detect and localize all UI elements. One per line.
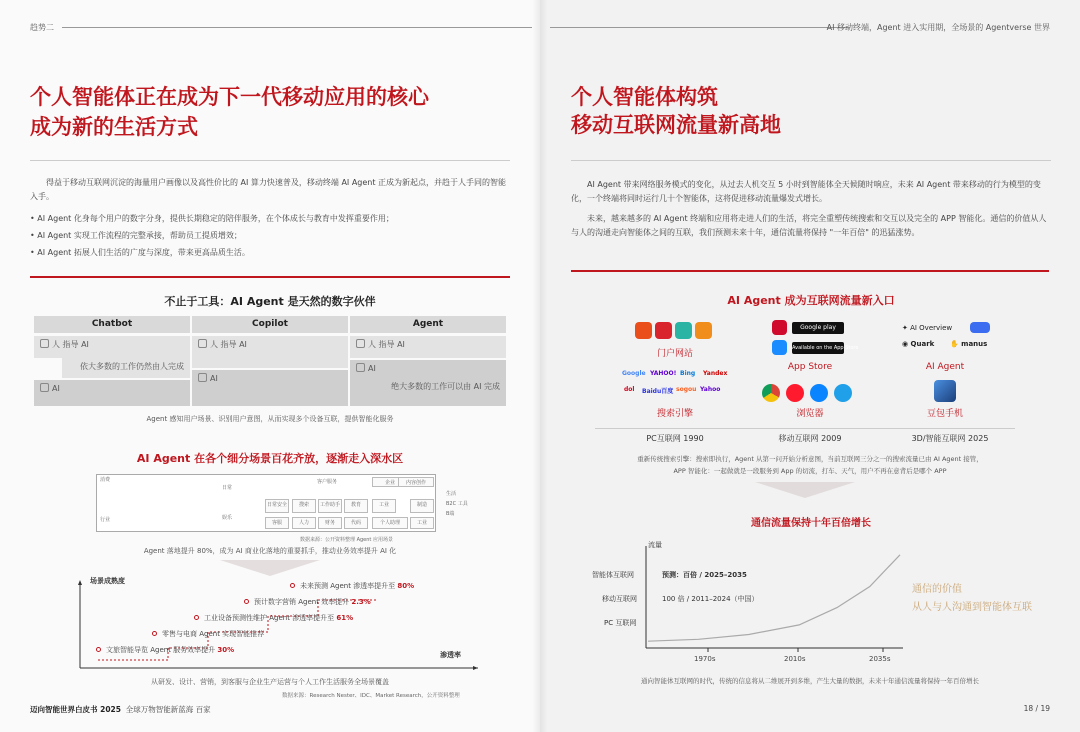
stair-item-4-text: 零售与电商 Agent 实现智能推荐 — [162, 630, 265, 638]
brand-yahoo: YAHOO! — [650, 370, 677, 377]
brand-yandex: Yandex — [703, 370, 728, 377]
era-rule — [595, 428, 1015, 429]
stair-item-3-value: 61% — [336, 614, 354, 622]
left-bottom-caption: 从研发、设计、营销，到客服与企业生产运营与个人工作生活服务全场景覆盖 — [151, 678, 389, 686]
right-bottom-caption: 通向智能体互联网的时代，传统的信息将从二维展开到多维，产生大量的数据，未来十年通信流量将保持一年百倍增长 — [641, 677, 979, 685]
edge-icon — [834, 384, 852, 402]
robot-icon — [356, 363, 365, 372]
col2-title-b: 浏览器 — [796, 409, 824, 419]
manus-text: manus — [961, 340, 988, 348]
growth-y-label: 流量 — [648, 541, 662, 549]
chatbot-bottom-text: AI — [52, 384, 60, 393]
cmp-header-chatbot: Chatbot — [34, 316, 190, 333]
growth-row-label-3: PC 互联网 — [604, 619, 637, 627]
left-bullet-1: • AI Agent 化身每个用户的数字分身，提供长期稳定的陪伴服务，在个体成长与教育中发挥重要作用； — [30, 214, 394, 223]
growth-tick-2: 2010s — [784, 655, 806, 663]
quark-text: Quark — [910, 340, 935, 348]
stair-item-1-value: 80% — [397, 582, 415, 590]
grid-mid-label-1: 日常 — [197, 483, 257, 495]
robot-icon — [40, 383, 49, 392]
huawei-appgallery-icon — [772, 320, 787, 335]
ai-overview-brand: ✦ AI Overview — [902, 324, 953, 332]
chatbot-bottom-cell — [34, 380, 190, 406]
grid-legend-3: B端 — [446, 511, 455, 517]
doubao-phone-image — [934, 380, 956, 402]
person-icon — [356, 339, 365, 348]
left-source-note: 数据来源：Research Nester、IDC、Market Research，公开资料整理 — [282, 693, 460, 699]
growth-tick-1: 1970s — [694, 655, 716, 663]
stair-dot — [152, 631, 157, 636]
footer-subtitle: 全球万物智能新蓝海 百家 — [125, 705, 211, 714]
growth-row-value-2: 100 倍 / 2011–2024（中国） — [662, 595, 759, 603]
left-title-line-1: 个人智能体正在成为下一代移动应用的核心 — [30, 85, 429, 109]
grid-cell: 搜索 — [292, 499, 316, 513]
app-store-icon — [772, 340, 787, 355]
stair-dot — [194, 615, 199, 620]
grid-cell: 客服 — [265, 517, 289, 529]
stair-item-5-text: 文旅智能导览 Agent 服务效率提升 — [106, 646, 216, 654]
grid-cell: 财务 — [318, 517, 342, 529]
safari-icon — [810, 384, 828, 402]
ai-app-icon — [970, 322, 990, 333]
grid-col-label: 内容创作 — [398, 477, 434, 487]
stair-item-3 — [204, 613, 353, 623]
grid-col-label: 企业 — [372, 477, 408, 487]
agent-mid-text: AI — [368, 364, 376, 373]
ai-overview-text: AI Overview — [910, 324, 953, 332]
manus-brand: ✋ manus — [950, 340, 988, 348]
right-para-2: 未来，越来越多的 AI Agent 终端和应用将走进人们的生活，将完全重塑传统搜索和交互以及完全的 APP 智能化。通信的价值从人与人的沟通走向智能体之间的互联，我们预测未来十年，通信流量将保持 "一年百倍" 的迅猛涨势。 — [571, 214, 1047, 237]
stair-item-3-text: 工业设备预测性维护 Agent 渗透率提升至 — [204, 614, 335, 622]
person-icon — [40, 339, 49, 348]
right-header-rule — [550, 27, 850, 28]
stair-dot — [96, 647, 101, 652]
era-intelligent: 3D/智能互联网 2025 — [911, 434, 989, 443]
stair-item-4 — [162, 629, 264, 639]
stair-item-2 — [254, 597, 371, 607]
stair-item-1-text: 未来预测 Agent 渗透率提升至 — [300, 582, 396, 590]
copilot-bottom-text: AI — [210, 374, 218, 383]
grid-legend-2: B2C 工具 — [446, 501, 468, 507]
entry-desc-2: APP 智能化：一起做就是一段服务到 App 的切流，打车、天气，用户不再在意背后是哪个 APP — [673, 467, 947, 475]
app-store-badge: Available on the App Store — [792, 342, 844, 354]
brand-baidu: Baidu百度 — [642, 388, 674, 395]
grid-caption: Agent 落地提升 80%，成为 AI 商业化落地的重要抓手，推动业务效率提升 AI 化 — [143, 547, 397, 555]
down-arrow — [755, 482, 855, 498]
grid-cell: 工作助手 — [318, 499, 342, 513]
col3-title-a: AI Agent — [925, 362, 965, 372]
left-intro-paragraph: 得益于移动互联网沉淀的海量用户画像以及高性价比的 AI 算力快速普及，移动终端 AI Agent 正成为新起点，并趋于人手同的智能入手。 — [30, 178, 507, 201]
era-mobile: 移动互联网 2009 — [778, 434, 842, 443]
stair-dot — [290, 583, 295, 588]
grid-cell: 工业 — [410, 517, 434, 529]
era-pc: PC互联网 1990 — [646, 434, 704, 443]
chatbot-top-text: 人 指导 AI — [52, 340, 89, 349]
agent-top-cell — [350, 336, 506, 358]
down-arrow — [220, 560, 320, 576]
col1-title-a: 门户网站 — [656, 349, 693, 359]
brand-google: Google — [622, 370, 646, 377]
right-title-line-2: 移动互联网流量新高地 — [571, 113, 781, 137]
growth-row-label-1: 智能体互联网 — [592, 571, 634, 579]
section1-title: 不止于工具：AI Agent 是天然的数字伙伴 — [164, 295, 376, 308]
growth-row-value-1: 预测：百倍 / 2025–2035 — [662, 571, 747, 579]
person-icon — [198, 339, 207, 348]
robot-icon — [198, 373, 207, 382]
left-header-label: 趋势二 — [30, 23, 54, 32]
left-footer — [30, 704, 211, 715]
portal-app-icon — [655, 322, 672, 339]
grid-cell: 代码 — [344, 517, 368, 529]
stair-item-2-text: 预计数字营销 Agent 效率提升 — [254, 598, 350, 606]
col3-title-b: 豆包手机 — [926, 409, 963, 419]
growth-row-label-2: 移动互联网 — [602, 595, 637, 603]
section2-title: AI Agent 在各个细分场景百花齐放，逐渐走入深水区 — [136, 452, 404, 465]
stair-item-1 — [300, 581, 414, 591]
left-bullet-2: • AI Agent 实现工作流程的完整承接，帮助员工提质增效； — [30, 231, 242, 240]
col1-title-b: 搜索引擎 — [656, 409, 693, 419]
brand-sogou: sogou — [676, 386, 697, 393]
chatbot-top-cell — [34, 336, 190, 358]
stair-item-2-value: 2.3% — [351, 598, 371, 606]
col2-title-a: App Store — [787, 362, 833, 372]
cmp-header-copilot: Copilot — [192, 316, 348, 333]
quark-brand: ◉ Quark — [902, 340, 935, 348]
page-number: 18 / 19 — [1023, 704, 1050, 713]
stair-y-axis-label: 场景成熟度 — [90, 577, 125, 585]
grid-row-label-1: 消费 — [97, 475, 167, 503]
copilot-top-cell — [192, 336, 348, 368]
entry-desc-1: 重新传统搜索引擎：搜索即执行，Agent 从第一问开始分析意图，当前互联网三分之一的搜索流量已由 AI Agent 接管， — [637, 455, 983, 463]
chrome-icon — [762, 384, 780, 402]
left-title-rule — [30, 160, 510, 161]
left-section-rule — [30, 276, 510, 278]
scenario-grid — [96, 474, 436, 532]
staircase-chart — [78, 580, 498, 670]
grid-col-label: 客户服务 — [292, 477, 362, 487]
chatbot-mid-text: 依大多数的工作仍然由人完成 — [80, 362, 184, 371]
growth-tick-3: 2035s — [869, 655, 891, 663]
agent-mid-cell — [350, 360, 506, 406]
stair-item-5 — [106, 645, 234, 655]
cmp-note: Agent 感知用户场景、识别用户意图，从而实现多个设备互联，提供智能化服务 — [146, 415, 394, 423]
left-header-rule — [62, 27, 532, 28]
grid-cell: 人力 — [292, 517, 316, 529]
right-page — [540, 0, 1080, 732]
brand-dol: dol — [624, 386, 635, 393]
grid-footnote: 数据来源：公开资料整理 Agent 应用场景 — [300, 537, 393, 543]
right-header-label: AI 移动终端，Agent 进入实用期，全场景的 Agentverse 世界 — [826, 23, 1050, 32]
right-title-line-1: 个人智能体构筑 — [571, 85, 718, 109]
agent-top-text: 人 指导 AI — [368, 340, 405, 349]
chatbot-mid-cell — [62, 358, 190, 378]
growth-title: 通信流量保持十年百倍增长 — [751, 518, 871, 529]
cmp-header-agent: Agent — [350, 316, 506, 333]
agent-bottom-text: 绝大多数的工作可以由 AI 完成 — [391, 382, 500, 391]
footer-title: 迈向智能世界白皮书 2025 — [30, 705, 121, 714]
grid-mid-label-2: 娱乐 — [197, 513, 257, 525]
portal-app-icon — [635, 322, 652, 339]
portal-app-icon — [675, 322, 692, 339]
stair-dot — [244, 599, 249, 604]
grid-cell: 制造 — [410, 499, 434, 513]
grid-row-label-2: 行业 — [97, 515, 167, 531]
copilot-bottom-cell — [192, 370, 348, 406]
grid-cell: 个人助理 — [372, 517, 408, 529]
value-subtitle: 从人与人沟通到智能体互联 — [912, 602, 1032, 613]
value-title: 通信的价值 — [912, 584, 962, 595]
opera-icon — [786, 384, 804, 402]
grid-cell: 日常安全 — [265, 499, 289, 513]
right-title-rule — [571, 160, 1051, 161]
stair-item-5-value: 30% — [217, 646, 235, 654]
grid-cell: 工业 — [372, 499, 396, 513]
google-play-badge: Google play — [792, 322, 844, 334]
copilot-top-text: 人 指导 AI — [210, 340, 247, 349]
brand-yahoo-jp: Yahoo — [700, 386, 721, 393]
left-bullet-3: • AI Agent 拓展人们生活的广度与深度，带来更高品质生活。 — [30, 248, 250, 257]
right-section-rule — [571, 270, 1049, 272]
grid-legend-1: 生活 — [446, 491, 457, 497]
grid-cell: 教育 — [344, 499, 368, 513]
stair-x-axis-label: 渗透率 — [440, 651, 461, 659]
entry-title: AI Agent 成为互联网流量新入口 — [727, 294, 895, 307]
right-para-1: AI Agent 带来网络服务模式的变化，从过去人机交互 5 小时到智能体全天候随时响应，未来 AI Agent 带来移动的行为模型的变化，一个终端将同时运行几十个智能体，这将促进移动流量爆发式增长。 — [571, 180, 1041, 203]
left-title-line-2: 成为新的生活方式 — [30, 115, 198, 139]
portal-app-icon — [695, 322, 712, 339]
page-gutter — [532, 0, 548, 732]
brand-bing: Bing — [680, 370, 696, 377]
